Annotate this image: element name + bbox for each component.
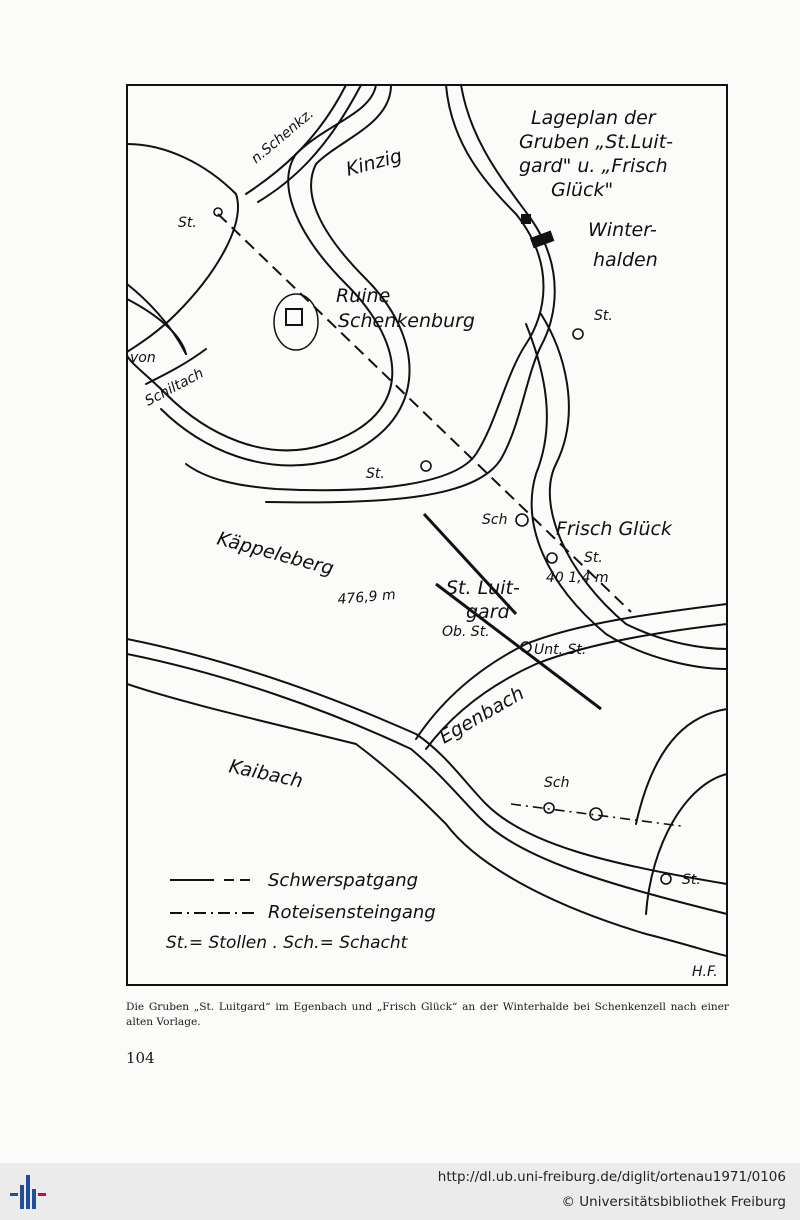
legend-abbreviations: St.= Stollen . Sch.= Schacht [166, 933, 408, 953]
label-unt-st: Unt. St. [534, 642, 587, 658]
ruin-symbol [274, 294, 318, 350]
adit-symbol [661, 874, 671, 884]
source-url-link[interactable]: http://dl.ub.uni-freiburg.de/diglit/ortenau1971/0106 [437, 1169, 786, 1185]
label-st: St. [584, 550, 603, 566]
label-sch: Sch [544, 775, 570, 791]
building [521, 214, 531, 224]
legend-schwerspatgang: Schwerspatgang [268, 870, 419, 891]
label-st: St. [366, 466, 385, 482]
footer-bar [0, 1163, 800, 1220]
label-st-luitgard-1: St. Luit- [446, 577, 520, 599]
label-depth: 40 1,4 m [546, 570, 609, 586]
label-schenkenburg: Schenkenburg [338, 310, 475, 332]
adit-symbol [421, 461, 431, 471]
map-figure [126, 84, 728, 986]
map-drawing [126, 84, 728, 986]
label-egenbach: Egenbach [435, 682, 528, 749]
label-st-luitgard-2: gard [466, 601, 510, 623]
road-curve-b [266, 85, 555, 502]
kaibach-road-b [127, 654, 727, 914]
adit-symbol [547, 553, 557, 563]
label-von: von [130, 350, 156, 366]
label-initials: H.F. [692, 964, 718, 980]
label-schiltach: Schiltach [142, 365, 207, 410]
label-sch: Sch [482, 512, 508, 528]
copyright-text: © Universitätsbibliothek Freiburg [561, 1194, 786, 1210]
label-frisch-glueck: Frisch Glück [556, 518, 672, 540]
label-kaibach: Kaibach [226, 755, 305, 793]
building [530, 231, 554, 249]
figure-caption: Die Gruben „St. Luitgard“ im Egenbach und „Frisch Glück“ an der Winterhalde bei Schenkenzell nach einer alten Vorlage. [126, 1001, 729, 1028]
shaft-symbol [516, 514, 528, 526]
label-n-schenkz: n.Schenkz. [248, 105, 317, 168]
label-ob-st: Ob. St. [442, 624, 490, 640]
label-winterhalden-2: halden [593, 249, 658, 271]
label-st: St. [682, 872, 701, 888]
legend-roteisensteingang: Roteisensteingang [268, 902, 436, 923]
shaft-symbol [544, 803, 554, 813]
label-st: St. [178, 215, 197, 231]
adit-symbol [573, 329, 583, 339]
label-st: St. [594, 308, 613, 324]
label-winterhalden-1: Winter- [588, 219, 657, 241]
map-title-line-3: gard" u. „Frisch [519, 155, 668, 177]
vein-luitgard-a [424, 514, 516, 614]
library-logo-icon [10, 1171, 50, 1211]
page-number: 104 [126, 1049, 155, 1067]
label-elevation: 476,9 m [336, 586, 397, 608]
road-schenkz-a [246, 85, 346, 194]
label-ruine: Ruine [336, 285, 391, 307]
label-kinzig: Kinzig [343, 144, 405, 181]
road-left-b [127, 284, 186, 354]
map-title-line-2: Gruben „St.Luit- [519, 131, 674, 153]
map-legend [166, 870, 436, 953]
map-title-line-1: Lageplan der [531, 107, 656, 129]
label-kaeppeleberg: Käppeleberg [214, 527, 337, 580]
contour-right-b [646, 774, 727, 914]
map-title-line-4: Glück" [551, 179, 614, 201]
road-left-a [127, 144, 238, 352]
valley-road-a [541, 314, 727, 649]
